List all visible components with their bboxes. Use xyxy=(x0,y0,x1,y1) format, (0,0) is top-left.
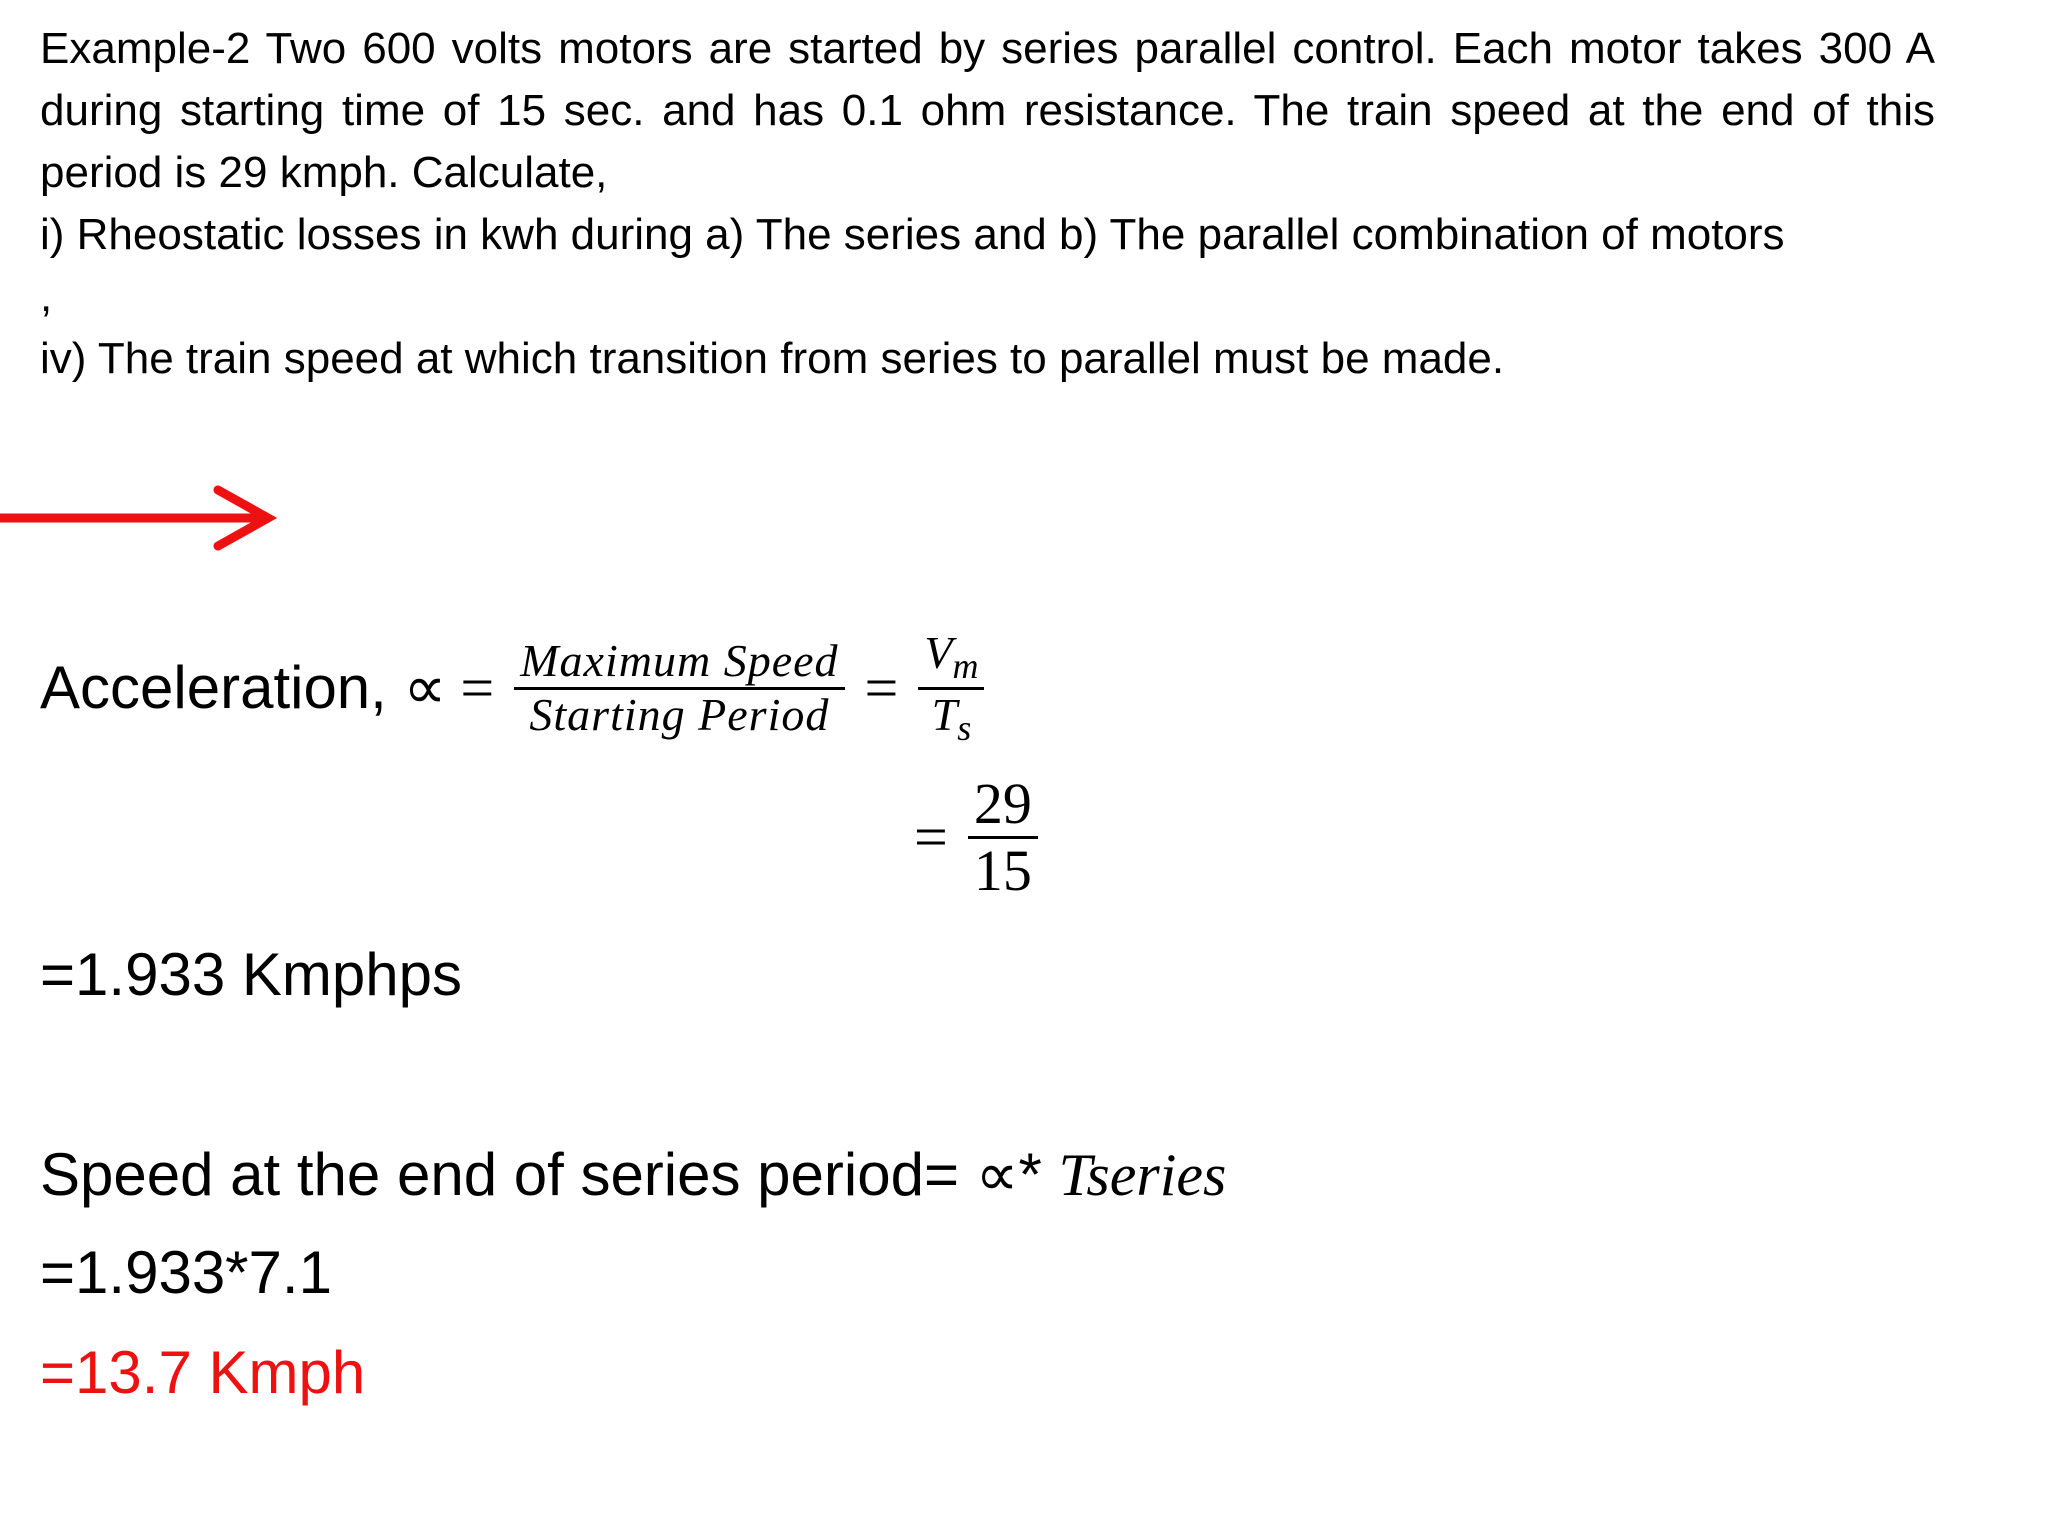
problem-line: Example-2 Two 600 volts motors are started by series parallel control. Each motor takes 300 A during starting time of 15 sec. and has 0.1 ohm resistance. The train speed at the end of this period is 29 kmph. Calculate, xyxy=(40,24,1935,197)
problem-question-iv: iv) The train speed at which transition from series to parallel must be made. xyxy=(40,334,1505,383)
series-speed-formula xyxy=(40,1140,1226,1210)
ts-base: T xyxy=(931,688,958,740)
ts-subscript: s xyxy=(957,707,972,748)
problem-separator: , xyxy=(40,272,53,321)
fraction-denominator: 15 xyxy=(973,837,1032,903)
fraction-denominator xyxy=(926,690,978,749)
fraction-numerator xyxy=(918,628,984,687)
vm-over-ts xyxy=(918,628,984,749)
series-speed-step: =1.933*7.1 xyxy=(40,1239,332,1306)
equals-sign: = xyxy=(864,654,899,721)
fraction-numerator: Maximum Speed xyxy=(520,635,839,687)
acceleration-result: =1.933 Kmphps xyxy=(40,941,462,1008)
series-speed-label: Speed at the end of series period= ∝* xyxy=(40,1141,1059,1208)
equals-sign: = xyxy=(914,803,948,870)
numeric-fraction-line xyxy=(900,772,1044,903)
problem-question-i: i) Rheostatic losses in kwh during a) The series and b) The parallel combination of motors xyxy=(40,210,1785,259)
right-arrow-icon xyxy=(0,478,280,558)
max-speed-over-starting-period xyxy=(514,636,844,740)
twenty-nine-over-fifteen xyxy=(968,772,1038,903)
series-time-variable: Tseries xyxy=(1058,1142,1227,1208)
series-speed-answer: =13.7 Kmph xyxy=(40,1339,366,1406)
fraction-denominator: Starting Period xyxy=(529,688,830,740)
problem-statement xyxy=(40,18,1935,390)
equals-sign: = xyxy=(460,654,495,721)
acceleration-formula xyxy=(40,628,990,749)
vm-base: V xyxy=(924,627,953,678)
fraction-numerator: 29 xyxy=(973,771,1032,836)
vm-subscript: m xyxy=(952,646,979,687)
acceleration-label: Acceleration, ∝ xyxy=(40,654,447,722)
